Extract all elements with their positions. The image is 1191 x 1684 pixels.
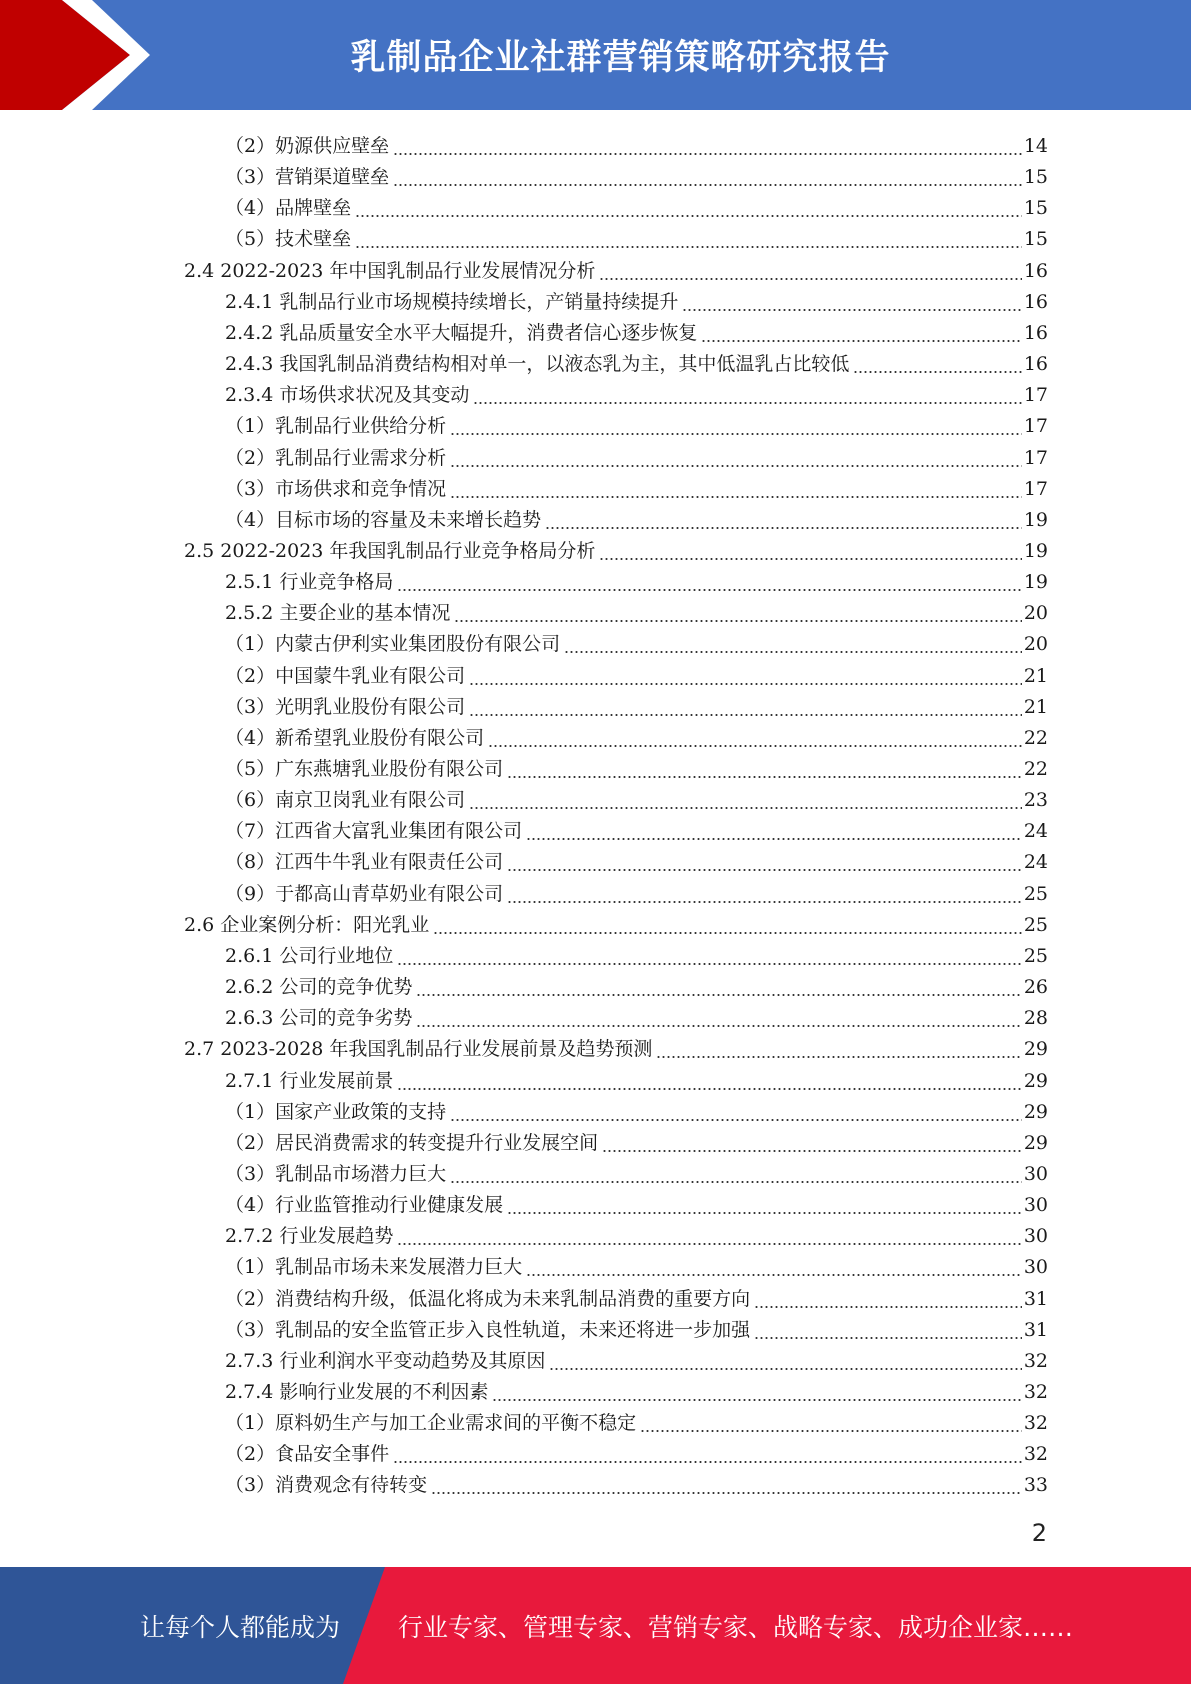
toc-entry-page: 30 [1023, 1225, 1048, 1248]
toc-entry-label: （7）江西省大富乳业集团有限公司 [225, 820, 523, 843]
toc-entry-page: 16 [1023, 290, 1048, 313]
toc-entry-label: （2）奶源供应壁垒 [225, 135, 390, 157]
toc-entry[interactable] [225, 843, 1048, 874]
toc-dot-leader [599, 537, 1021, 561]
toc-dot-leader [450, 444, 1022, 468]
toc-entry-page: 28 [1023, 1007, 1048, 1030]
toc-entry[interactable] [225, 1093, 1048, 1124]
toc-dot-leader [355, 225, 1022, 249]
toc-entry[interactable] [225, 563, 1048, 594]
toc-entry[interactable] [225, 719, 1048, 750]
toc-entry-page: 29 [1023, 1131, 1048, 1154]
toc-entry-label: （2）消费结构升级，低温化将成为未来乳制品消费的重要方向 [225, 1287, 751, 1310]
toc-entry[interactable] [225, 127, 1048, 158]
toc-entry-page: 32 [1023, 1381, 1048, 1403]
toc-entry[interactable] [225, 1217, 1048, 1248]
toc-entry[interactable] [225, 968, 1048, 999]
toc-entry-page: 23 [1023, 789, 1048, 812]
toc-entry[interactable] [225, 283, 1048, 314]
toc-entry-label: （1）国家产业政策的支持 [225, 1100, 447, 1123]
toc-entry-page: 21 [1023, 695, 1048, 718]
toc-dot-leader [393, 132, 1022, 156]
toc-entry[interactable] [225, 625, 1048, 656]
toc-dot-leader [488, 724, 1022, 748]
toc-dot-leader [701, 319, 1021, 343]
toc-dot-leader [450, 1160, 1022, 1184]
toc-entry-label: （3）乳制品市场潜力巨大 [225, 1162, 447, 1185]
toc-entry[interactable] [225, 1404, 1048, 1435]
toc-entry-page: 30 [1023, 1256, 1048, 1279]
toc-entry-label: （8）江西牛牛乳业有限责任公司 [225, 851, 504, 874]
toc-entry[interactable] [225, 688, 1048, 719]
toc-entry[interactable] [225, 1062, 1048, 1093]
toc-entry-page: 29 [1023, 1069, 1048, 1092]
toc-entry-page: 25 [1023, 882, 1048, 905]
toc-entry-page: 17 [1023, 477, 1048, 500]
page-number: 2 [1031, 1519, 1047, 1547]
toc-entry-page: 29 [1023, 1038, 1048, 1061]
toc-entry-page: 16 [1023, 353, 1048, 376]
toc-entry-label: （3）光明乳业股份有限公司 [225, 695, 466, 718]
toc-entry-page: 16 [1023, 259, 1048, 282]
toc-entry[interactable] [225, 750, 1048, 781]
toc-dot-leader [416, 973, 1021, 997]
toc-dot-leader [393, 163, 1022, 187]
toc-entry-page: 24 [1023, 820, 1048, 843]
toc-entry[interactable] [225, 345, 1048, 376]
toc-entry-page: 29 [1023, 1100, 1048, 1123]
toc-dot-leader [682, 288, 1021, 312]
page-header [0, 0, 1191, 110]
toc-entry[interactable] [225, 376, 1048, 407]
toc-entry[interactable] [225, 220, 1048, 251]
toc-entry-label: （4）品牌壁垒 [225, 197, 352, 220]
toc-entry[interactable] [225, 501, 1048, 532]
toc-dot-leader [492, 1378, 1021, 1402]
toc-entry[interactable] [184, 252, 1048, 283]
toc-entry-label: 2.6.2 公司的竞争优势 [225, 976, 413, 999]
toc-entry-label: （4）目标市场的容量及未来增长趋势 [225, 508, 542, 531]
toc-entry-page: 32 [1023, 1349, 1048, 1372]
toc-entry[interactable] [225, 999, 1048, 1030]
toc-entry-label: 2.5 2022-2023 年我国乳制品行业竞争格局分析 [184, 539, 596, 562]
toc-entry-label: 2.7.2 行业发展趋势 [225, 1225, 394, 1248]
toc-dot-leader [507, 1191, 1022, 1215]
toc-entry[interactable] [225, 875, 1048, 906]
toc-entry-label: （3）消费观念有待转变 [225, 1474, 428, 1497]
toc-dot-leader [507, 880, 1022, 904]
toc-entry-label: （1）原料奶生产与加工企业需求间的平衡不稳定 [225, 1412, 637, 1435]
toc-dot-leader [469, 693, 1022, 717]
toc-dot-leader [549, 1347, 1021, 1371]
toc-entry-label: （2）居民消费需求的转变提升行业发展空间 [225, 1131, 599, 1154]
toc-dot-leader [397, 942, 1021, 966]
toc-entry-label: （3）营销渠道壁垒 [225, 166, 390, 189]
toc-entry-page: 17 [1023, 384, 1048, 407]
toc-dot-leader [431, 1471, 1022, 1495]
toc-entry-label: 2.4.1 乳制品行业市场规模持续增长，产销量持续提升 [225, 290, 679, 313]
toc-entry-label: （4）新希望乳业股份有限公司 [225, 726, 485, 749]
toc-dot-leader [469, 786, 1022, 810]
toc-dot-leader [754, 1285, 1022, 1309]
toc-entry-label: 2.6.1 公司行业地位 [225, 944, 394, 967]
toc-dot-leader [526, 817, 1022, 841]
toc-entry[interactable] [184, 1030, 1048, 1061]
toc-entry[interactable] [184, 532, 1048, 563]
toc-entry-page: 19 [1023, 508, 1048, 531]
toc-entry-page: 25 [1023, 913, 1048, 936]
toc-entry[interactable] [225, 1342, 1048, 1373]
toc-entry[interactable] [225, 1280, 1048, 1311]
toc-entry[interactable] [225, 1435, 1048, 1466]
toc-dot-leader [507, 755, 1022, 779]
toc-dot-leader [397, 1067, 1021, 1091]
toc-dot-leader [416, 1004, 1021, 1028]
toc-entry[interactable] [225, 407, 1048, 438]
toc-entry[interactable] [225, 937, 1048, 968]
toc-entry[interactable] [225, 812, 1048, 843]
toc-dot-leader [507, 848, 1022, 872]
toc-dot-leader [397, 568, 1021, 592]
toc-entry[interactable] [225, 470, 1048, 501]
toc-entry-page: 32 [1023, 1443, 1048, 1466]
toc-entry[interactable] [225, 1124, 1048, 1155]
toc-dot-leader [526, 1253, 1022, 1277]
toc-entry[interactable] [225, 189, 1048, 220]
toc-dot-leader [433, 911, 1022, 935]
toc-entry-page: 21 [1023, 664, 1048, 687]
toc-entry-page: 19 [1023, 539, 1048, 562]
toc-entry-page: 16 [1023, 321, 1048, 344]
toc-entry-page: 15 [1023, 166, 1048, 189]
toc-entry-label: （5）广东燕塘乳业股份有限公司 [225, 758, 504, 780]
toc-entry-page: 31 [1023, 1287, 1048, 1310]
toc-entry-page: 33 [1023, 1474, 1048, 1497]
toc-dot-leader [469, 662, 1022, 686]
toc-entry-page: 20 [1023, 602, 1048, 625]
toc-entry-label: （3）乳制品的安全监管正步入良性轨道，未来还将进一步加强 [225, 1318, 751, 1341]
toc-entry[interactable] [225, 314, 1048, 345]
toc-entry-label: （1）内蒙古伊利实业集团股份有限公司 [225, 633, 561, 656]
toc-entry-label: （2）中国蒙牛乳业有限公司 [225, 664, 466, 687]
toc-entry-label: 2.7.4 影响行业发展的不利因素 [225, 1381, 489, 1403]
footer-slogan-left: 让每个人都能成为 [140, 1612, 341, 1642]
toc-dot-leader [656, 1035, 1021, 1059]
toc-entry-page: 26 [1023, 976, 1048, 999]
toc-entry-page: 30 [1023, 1162, 1048, 1185]
toc-dot-leader [397, 1222, 1021, 1246]
toc-entry-page: 25 [1023, 944, 1048, 967]
toc-entry-label: 2.4.2 乳品质量安全水平大幅提升，消费者信心逐步恢复 [225, 321, 698, 344]
toc-entry-page: 17 [1023, 446, 1048, 469]
toc-entry-label: （2）乳制品行业需求分析 [225, 446, 447, 469]
toc-dot-leader [450, 475, 1022, 499]
toc-entry-page: 31 [1023, 1318, 1048, 1341]
toc-entry-page: 15 [1023, 228, 1048, 251]
toc-entry[interactable] [225, 439, 1048, 470]
toc-entry-label: （3）市场供求和竞争情况 [225, 477, 447, 500]
toc-entry[interactable] [225, 1248, 1048, 1279]
toc-entry-page: 19 [1023, 571, 1048, 594]
toc-dot-leader [450, 1098, 1022, 1122]
toc-entry-page: 30 [1023, 1194, 1048, 1217]
toc-entry-label: （6）南京卫岗乳业有限公司 [225, 789, 466, 812]
toc-entry[interactable] [225, 158, 1048, 189]
toc-entry-page: 20 [1023, 633, 1048, 656]
toc-entry-label: （2）食品安全事件 [225, 1443, 390, 1466]
toc-dot-leader [602, 1129, 1022, 1153]
toc-entry-label: 2.7.3 行业利润水平变动趋势及其原因 [225, 1349, 546, 1372]
toc-entry[interactable] [225, 1155, 1048, 1186]
footer-slogan-right: 行业专家、管理专家、营销专家、战略专家、成功企业家…… [398, 1612, 1074, 1642]
toc-entry[interactable] [184, 906, 1048, 937]
toc-dot-leader [564, 630, 1022, 654]
toc-entry-label: 2.5.1 行业竞争格局 [225, 571, 394, 594]
toc-entry-label: 2.3.4 市场供求状况及其变动 [225, 384, 470, 407]
toc-entry-label: （5）技术壁垒 [225, 228, 352, 251]
toc-entry-page: 15 [1023, 197, 1048, 220]
toc-entry-label: （1）乳制品行业供给分析 [225, 415, 447, 438]
toc-entry-page: 22 [1023, 726, 1048, 749]
toc-entry-page: 22 [1023, 758, 1048, 780]
toc-entry[interactable] [225, 1311, 1048, 1342]
page-footer [0, 1567, 1191, 1684]
toc-dot-leader [640, 1409, 1022, 1433]
report-title: 乳制品企业社群营销策略研究报告 [350, 38, 891, 78]
toc-dot-leader [599, 257, 1021, 281]
toc-entry-label: 2.4 2022-2023 年中国乳制品行业发展情况分析 [184, 259, 596, 282]
toc-entry[interactable] [225, 1373, 1048, 1404]
toc-dot-leader [853, 350, 1021, 374]
toc-entry-label: （1）乳制品市场未来发展潜力巨大 [225, 1256, 523, 1279]
toc-entry-label: （4）行业监管推动行业健康发展 [225, 1194, 504, 1217]
toc-entry-label: 2.4.3 我国乳制品消费结构相对单一，以液态乳为主，其中低温乳占比较低 [225, 353, 850, 376]
toc-dot-leader [393, 1440, 1022, 1464]
toc-entry-label: 2.6.3 公司的竞争劣势 [225, 1007, 413, 1030]
toc-entry[interactable] [225, 594, 1048, 625]
toc-dot-leader [450, 412, 1022, 436]
toc-dot-leader [545, 506, 1022, 530]
toc-entry[interactable] [225, 781, 1048, 812]
toc-entry-page: 24 [1023, 851, 1048, 874]
toc-entry-label: 2.7 2023-2028 年我国乳制品行业发展前景及趋势预测 [184, 1038, 653, 1061]
toc-entry-label: 2.6 企业案例分析：阳光乳业 [184, 913, 430, 936]
toc-entry-page: 14 [1023, 135, 1048, 157]
toc-entry-page: 17 [1023, 415, 1048, 438]
toc-dot-leader [454, 599, 1021, 623]
toc-entry[interactable] [225, 657, 1048, 688]
toc-entry[interactable] [225, 1186, 1048, 1217]
toc-dot-leader [355, 194, 1022, 218]
toc-dot-leader [473, 381, 1021, 405]
toc-entry[interactable] [225, 1466, 1048, 1497]
toc-entry-label: 2.7.1 行业发展前景 [225, 1069, 394, 1092]
toc-entry-page: 32 [1023, 1412, 1048, 1435]
toc-dot-leader [754, 1316, 1022, 1340]
toc-entry-label: 2.5.2 主要企业的基本情况 [225, 602, 451, 625]
toc-entry-label: （9）于都高山青草奶业有限公司 [225, 882, 504, 905]
